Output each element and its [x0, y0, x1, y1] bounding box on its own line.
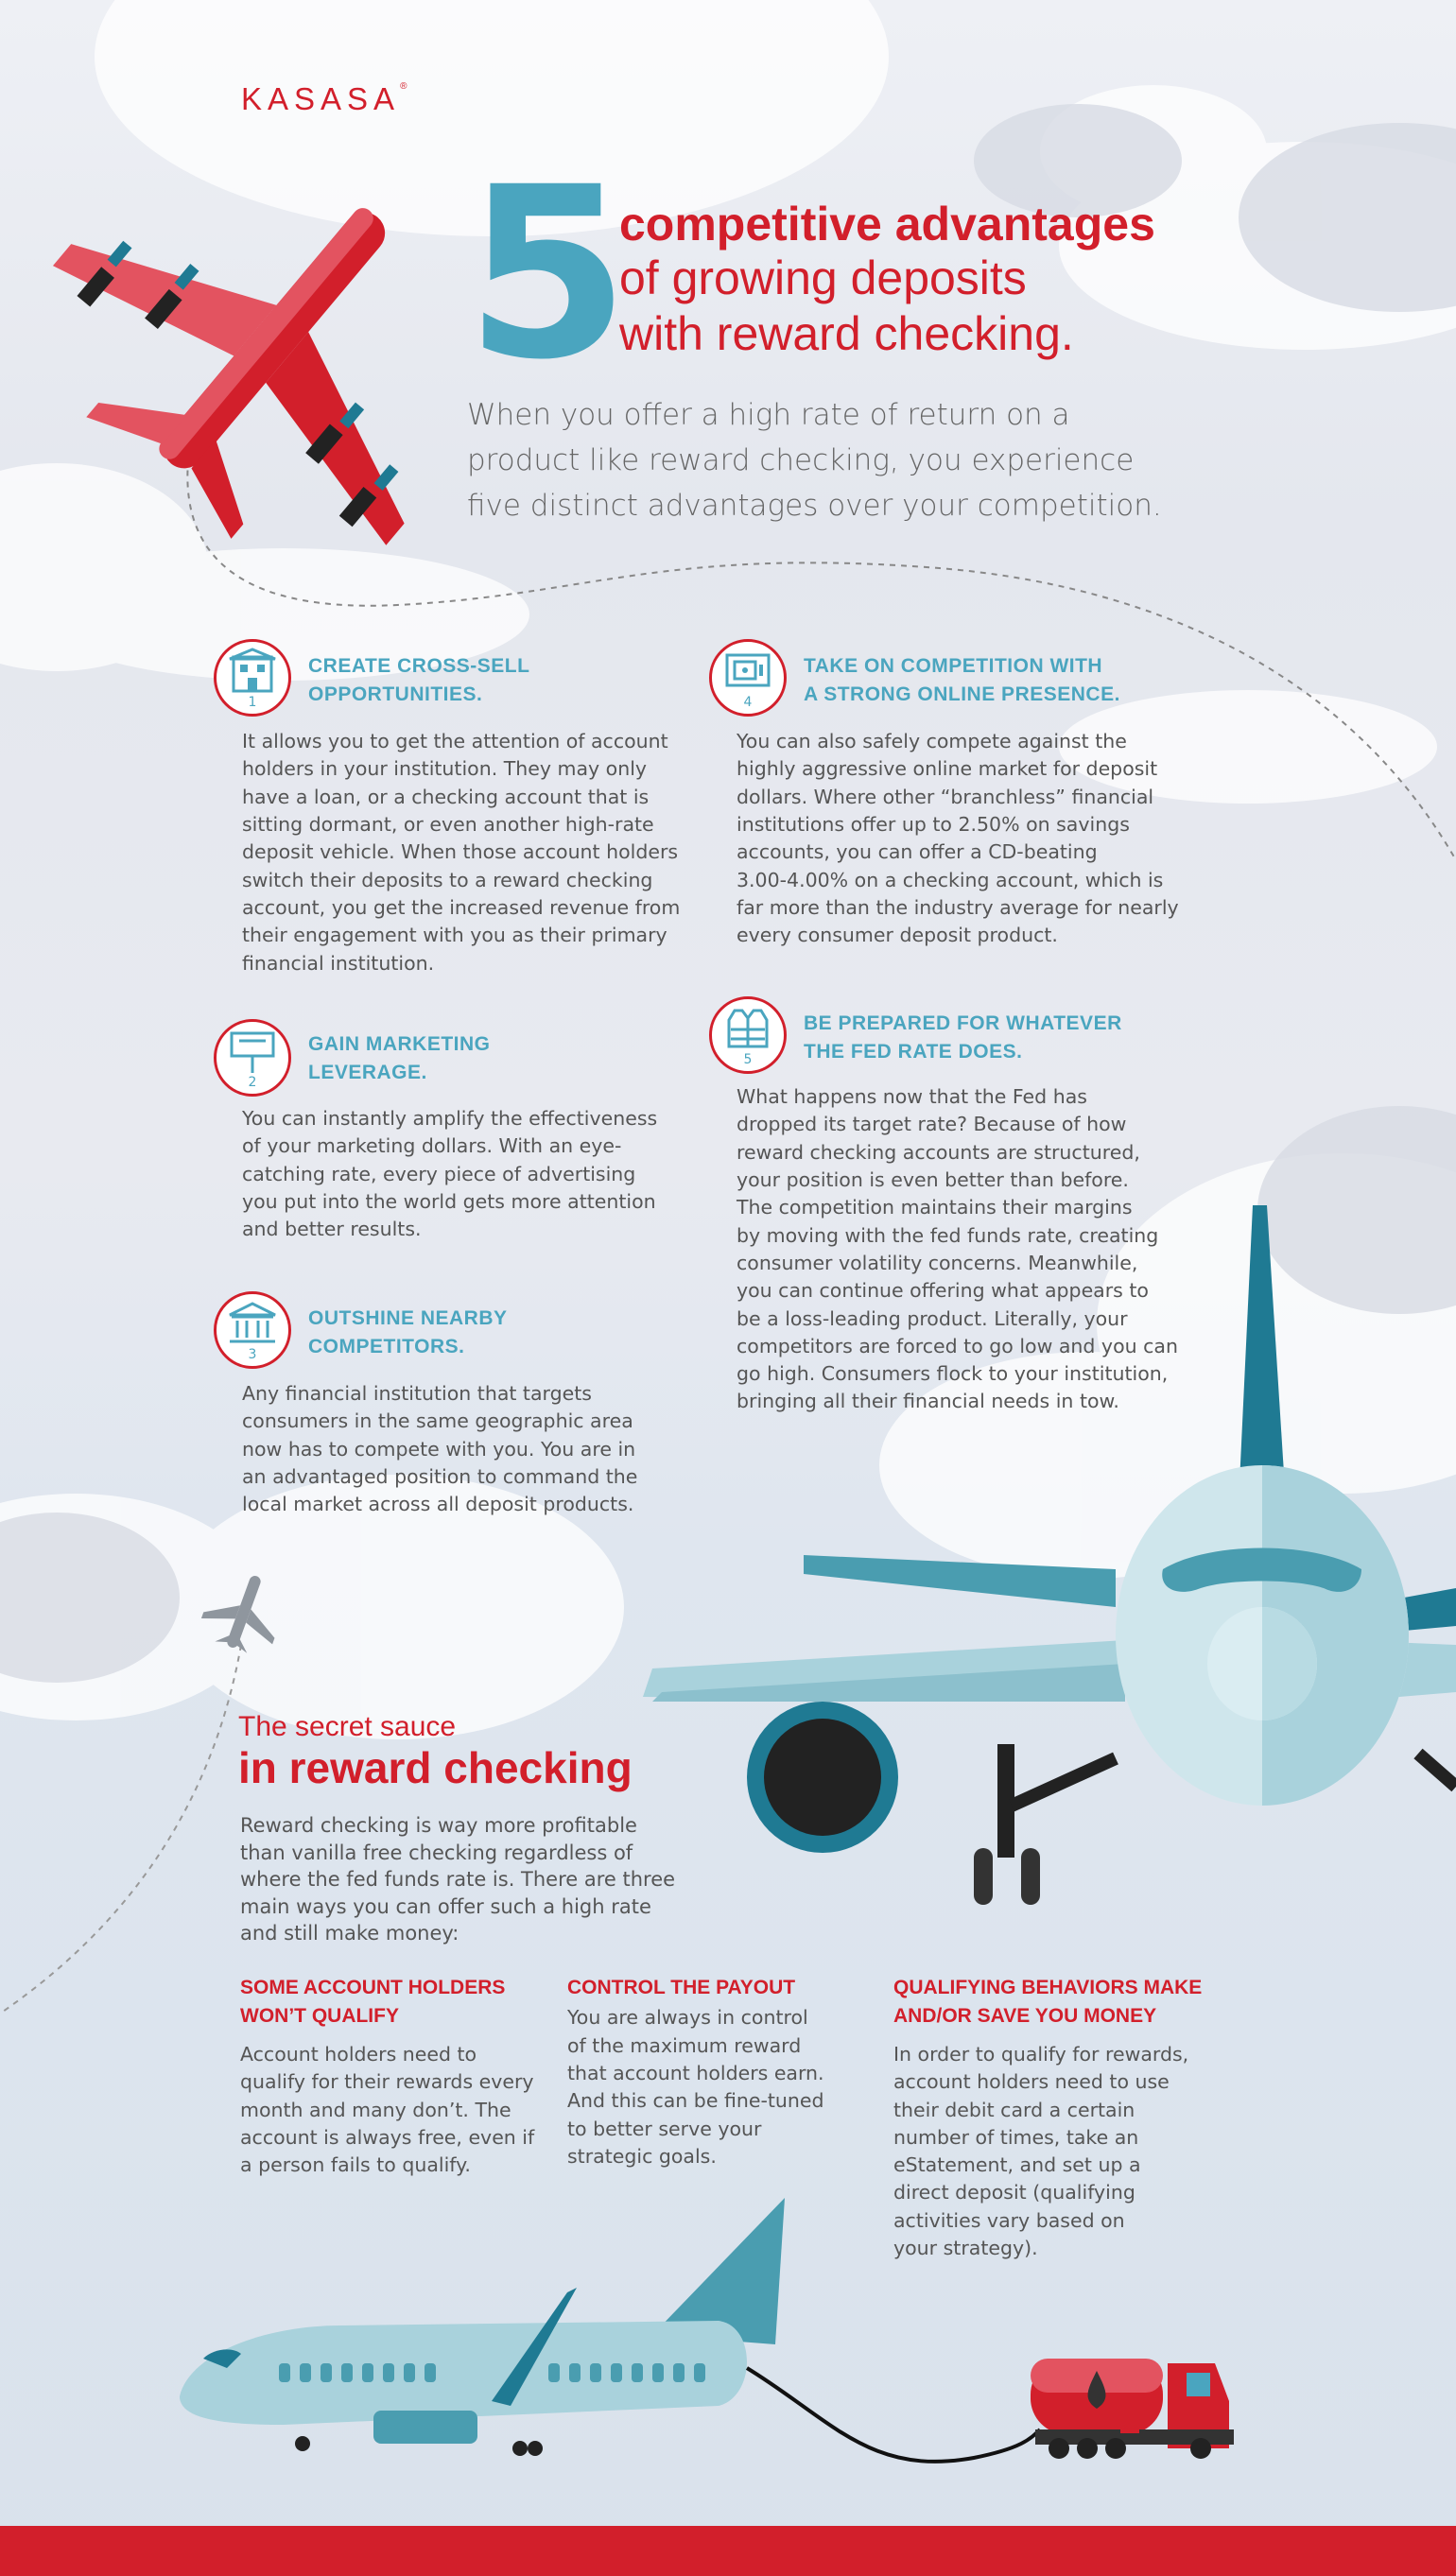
body-line: sitting dormant, or even another high-rate: [242, 812, 654, 836]
title-line: COMPETITORS.: [308, 1336, 465, 1358]
title-line-3: with reward checking.: [619, 307, 1074, 360]
title-line: TAKE ON COMPETITION WITH: [804, 655, 1103, 677]
body-line: reward checking accounts are structured,: [737, 1140, 1140, 1164]
body-line: main ways you can offer such a high rate: [240, 1894, 651, 1918]
body-line: and better results.: [242, 1218, 422, 1241]
title-line: A STRONG ONLINE PRESENCE.: [804, 683, 1120, 706]
title-line: CONTROL THE PAYOUT: [567, 1977, 796, 1998]
intro-line: product like reward checking, you experience: [467, 443, 1135, 478]
advantage-number: 4: [743, 695, 753, 708]
column-body: [240, 2041, 552, 2180]
body-line: every consumer deposit product.: [737, 924, 1058, 947]
body-line: Account holders need to: [240, 2042, 477, 2066]
advantage-1: [214, 639, 291, 717]
body-line: dollars. Where other “branchless” financial: [737, 785, 1154, 808]
body-line: deposit vehicle. When those account holders: [242, 840, 679, 864]
column-body: [893, 2041, 1234, 2263]
body-line: strategic goals.: [567, 2145, 717, 2168]
body-line: an advantaged position to command the: [242, 1464, 638, 1488]
body-line: qualify for their rewards every: [240, 2070, 534, 2094]
body-line: than vanilla free checking regardless of: [240, 1841, 633, 1864]
title-line: OPPORTUNITIES.: [308, 683, 483, 706]
body-line: In order to qualify for rewards,: [893, 2042, 1189, 2066]
title-line: THE FED RATE DOES.: [804, 1041, 1023, 1063]
secret-sauce-title: in reward checking: [238, 1743, 633, 1792]
body-line: account is always free, even if: [240, 2125, 535, 2149]
title-line: GAIN MARKETING: [308, 1033, 491, 1055]
title-line-2: of growing deposits: [619, 251, 1027, 304]
life-vest-icon: [709, 996, 787, 1074]
title-line: BE PREPARED FOR WHATEVER: [804, 1012, 1122, 1034]
body-line: of the maximum reward: [567, 2033, 802, 2057]
advantage-1-title: [308, 652, 724, 710]
body-line: bringing all their financial needs in tow.: [737, 1390, 1119, 1413]
body-line: that account holders earn.: [567, 2062, 824, 2085]
column-body: [567, 2004, 870, 2170]
intro-paragraph: [467, 392, 1223, 528]
column-title: [893, 1974, 1234, 2031]
title-line: QUALIFYING BEHAVIORS MAKE: [893, 1977, 1203, 1998]
body-line: dropped its target rate? Because of how: [737, 1113, 1127, 1136]
intro-line: five distinct advantages over your competition.: [467, 489, 1162, 524]
body-line: You are always in control: [567, 2006, 808, 2030]
body-line: You can instantly amplify the effectiveness: [242, 1107, 658, 1130]
logo-text: KASASA: [241, 81, 401, 116]
body-line: where the fed funds rate is. There are three: [240, 1868, 676, 1892]
big-number: 5: [465, 136, 630, 411]
secret-sauce-subtitle: The secret sauce: [238, 1711, 457, 1742]
body-line: local market across all deposit products.: [242, 1493, 634, 1516]
body-line: And this can be fine-tuned: [567, 2089, 824, 2113]
body-line: Reward checking is way more profitable: [240, 1814, 637, 1837]
advantage-4-body: [737, 728, 1219, 950]
title-line: WON’T QUALIFY: [240, 2005, 399, 2028]
body-line: financial institution.: [242, 951, 435, 975]
title-line: CREATE CROSS-SELL: [308, 655, 530, 677]
page-title: [619, 199, 1155, 362]
fuel-truck: [1031, 2359, 1234, 2459]
body-line: and still make money:: [240, 1922, 459, 1945]
body-line: account holders need to use: [893, 2070, 1170, 2094]
advantage-5-title: [804, 1010, 1239, 1067]
footer-bar: [0, 2526, 1456, 2576]
safe-icon: [709, 639, 787, 717]
secret-sauce-body: [240, 1812, 685, 1947]
body-line: highly aggressive online market for deposit: [737, 757, 1158, 781]
sauce-column-3: [893, 1974, 1234, 2262]
body-line: institutions offer up to 2.50% on savings: [737, 812, 1130, 836]
body-line: go high. Consumers flock to your institution,: [737, 1362, 1169, 1386]
body-line: catching rate, every piece of advertising: [242, 1162, 636, 1185]
body-line: account, you get the increased revenue from: [242, 895, 681, 919]
body-line: activities vary based on: [893, 2208, 1125, 2232]
body-line: of your marketing dollars. With an eye-: [242, 1134, 622, 1158]
title-line: OUTSHINE NEARBY: [308, 1307, 508, 1329]
body-line: you can continue offering what appears to: [737, 1279, 1149, 1303]
bank-icon: [214, 1291, 291, 1369]
column-title: [240, 1974, 552, 2031]
body-line: direct deposit (qualifying: [893, 2181, 1135, 2204]
body-line: consumers in the same geographic area: [242, 1409, 633, 1433]
body-line: holders in your institution. They may only: [242, 757, 648, 781]
body-line: you put into the world gets more attention: [242, 1189, 656, 1213]
advantage-5: [709, 996, 787, 1074]
building-icon: [214, 639, 291, 717]
body-line: 3.00-4.00% on a checking account, which is: [737, 868, 1164, 891]
body-line: be a loss-leading product. Literally, your: [737, 1306, 1128, 1330]
advantage-number: 3: [248, 1347, 257, 1360]
body-line: eStatement, and set up a: [893, 2153, 1141, 2177]
body-line: to better serve your: [567, 2117, 762, 2140]
body-line: Any financial institution that targets: [242, 1382, 592, 1405]
body-line: You can also safely compete against the: [737, 730, 1127, 752]
advantage-2-body: [242, 1105, 705, 1244]
body-line: The competition maintains their margins: [737, 1196, 1133, 1219]
title-line: SOME ACCOUNT HOLDERS: [240, 1977, 506, 1998]
body-line: month and many don’t. The: [240, 2098, 511, 2121]
intro-line: When you offer a high rate of return on a: [467, 398, 1070, 432]
advantage-number: 1: [248, 695, 257, 708]
advantage-number: 2: [248, 1075, 257, 1088]
column-title: [567, 1974, 870, 2002]
billboard-icon: [214, 1019, 291, 1097]
advantage-4-title: [804, 652, 1239, 710]
kasasa-logo: [241, 81, 407, 117]
advantage-3-title: [308, 1305, 724, 1362]
sauce-column-2: [567, 1974, 870, 2170]
body-line: competitors are forced to go low and you can: [737, 1334, 1178, 1357]
advantage-4: [709, 639, 787, 717]
body-line: their engagement with you as their primary: [242, 924, 667, 947]
advantage-number: 5: [743, 1052, 753, 1065]
body-line: have a loan, or a checking account that is: [242, 785, 650, 808]
body-line: switch their deposits to a reward checking: [242, 868, 653, 891]
advantage-1-body: [242, 728, 705, 977]
body-line: It allows you to get the attention of account: [242, 730, 668, 752]
title-line: LEVERAGE.: [308, 1062, 427, 1084]
advantage-2-title: [308, 1030, 724, 1088]
title-line: AND/OR SAVE YOU MONEY: [893, 2005, 1157, 2028]
registered-mark: ®: [400, 81, 407, 92]
advantage-3-body: [242, 1380, 705, 1519]
body-line: your strategy).: [893, 2237, 1038, 2260]
body-line: now has to compete with you. You are in: [242, 1437, 636, 1461]
advantage-3: [214, 1291, 291, 1369]
body-line: accounts, you can offer a CD-beating: [737, 840, 1098, 864]
body-line: far more than the industry average for nearly: [737, 895, 1179, 919]
advantage-2: [214, 1019, 291, 1097]
body-line: consumer volatility concerns. Meanwhile,: [737, 1251, 1138, 1274]
body-line: their debit card a certain: [893, 2098, 1135, 2121]
title-bold-line: competitive advantages: [619, 198, 1155, 251]
body-line: number of times, take an: [893, 2125, 1139, 2149]
sauce-column-1: [240, 1974, 552, 2179]
body-line: a person fails to qualify.: [240, 2153, 471, 2177]
advantage-5-body: [737, 1083, 1228, 1416]
body-line: your position is even better than before.: [737, 1167, 1129, 1191]
body-line: What happens now that the Fed has: [737, 1085, 1087, 1108]
body-line: by moving with the fed funds rate, creating: [737, 1223, 1159, 1247]
